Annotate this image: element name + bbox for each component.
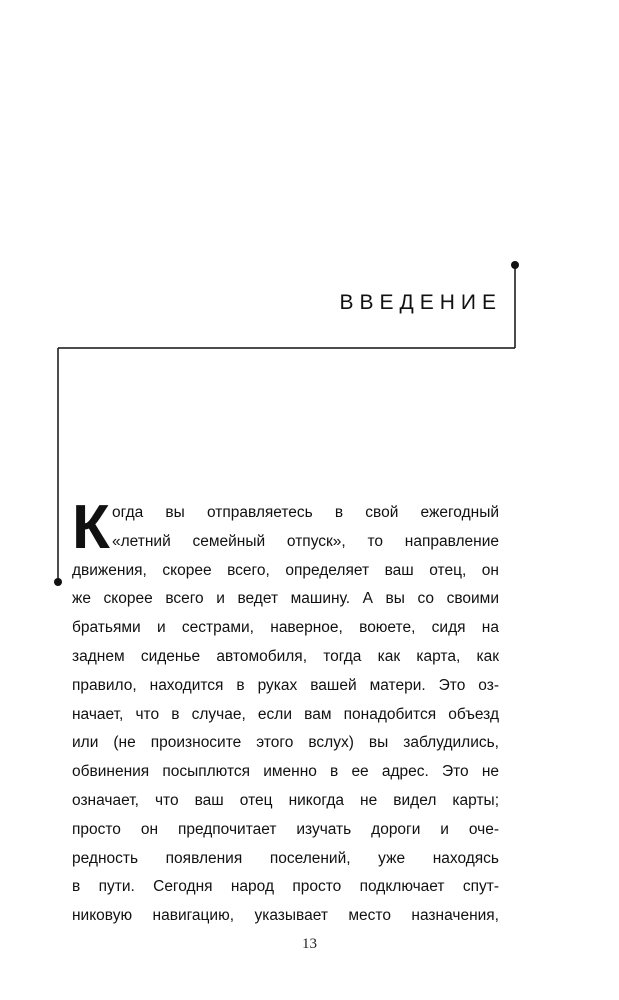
drop-cap: К [72, 493, 110, 562]
text-line: братьями и сестрами, наверное, воюете, сидя на [72, 619, 499, 637]
text-line: обвинения посыплются именно в ее адрес. Это не [72, 763, 499, 781]
body-paragraph [72, 493, 499, 931]
text-line: же скорее всего и ведет машину. А вы со своими [72, 590, 499, 608]
text-line: редность появления поселений, уже находясь [72, 849, 499, 867]
text-line: означает, что ваш отец никогда не видел карты; [72, 791, 499, 809]
text-line: просто он предпочитает изучать дороги и оче- [72, 820, 499, 838]
text-line: правило, находится в руках вашей матери. Это оз- [72, 676, 499, 694]
text-line: движения, скорее всего, определяет ваш отец, он [72, 561, 499, 579]
text-line: заднем сиденье автомобиля, тогда как карта, как [72, 647, 499, 665]
text-line: «летний семейный отпуск», то направление [112, 532, 499, 550]
text-line: никовую навигацию, указывает место назначения, [72, 907, 499, 925]
text-line: огда вы отправляетесь в свой ежегодный [112, 504, 499, 521]
page-number: 13 [302, 936, 317, 952]
text-line: в пути. Сегодня народ просто подключает спут- [72, 878, 499, 896]
text-line: начает, что в случае, если вам понадобится объезд [72, 705, 499, 723]
frame-bottom-dot [54, 578, 62, 586]
text-line: или (не произносите этого вслух) вы заблудились, [72, 734, 499, 752]
chapter-title: ВВЕДЕНИЕ [339, 291, 502, 314]
